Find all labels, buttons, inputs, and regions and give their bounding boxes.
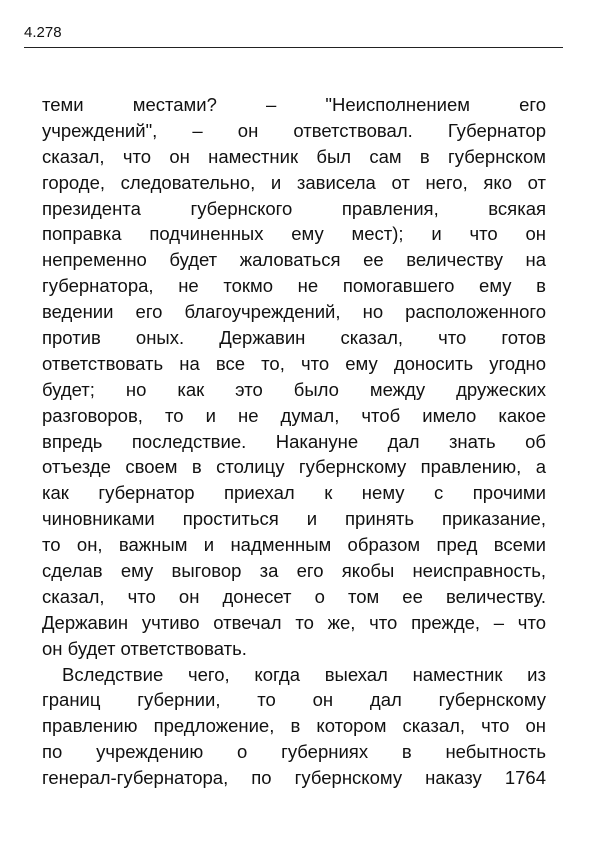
- text-line: городе, следовательно, и зависела от него, яко от: [42, 171, 546, 193]
- text-line: отъезде своем в столицу губернскому правлению, а: [42, 456, 546, 478]
- text-line: президента губернского правления, всякая: [42, 197, 546, 219]
- text-line: то он, важным и надменным образом пред всеми: [42, 534, 546, 556]
- text-line: генерал-губернатора, по губернскому наказу 1764: [42, 767, 546, 789]
- text-line: правлению предложение, в котором сказал, что он: [42, 715, 546, 737]
- header-rule: [24, 47, 563, 48]
- book-text: [42, 92, 546, 791]
- page-number: 4.278: [24, 24, 62, 41]
- text-line: поправка подчиненных ему мест); и что он: [42, 223, 546, 245]
- text-line: будет; но как это было между дружеских: [42, 378, 546, 400]
- text-line: сказал, что он донесет о том ее величеству.: [42, 585, 546, 607]
- text-line: впредь последствие. Накануне дал знать об: [42, 430, 546, 452]
- text-line: по учреждению о губерниях в небытность: [42, 741, 546, 763]
- text-line: сделав ему выговор за его якобы неисправность,: [42, 560, 546, 582]
- text-line: учреждений", – он ответствовал. Губернатор: [42, 119, 546, 141]
- text-line: разговоров, то и не думал, чтоб имело какое: [42, 404, 546, 426]
- text-line: ведении его благоучреждений, но расположенного: [42, 301, 546, 323]
- text-line: теми местами? – "Неисполнением его: [42, 94, 546, 115]
- text-line: чиновниками проститься и принять приказание,: [42, 508, 546, 530]
- text-line: против оных. Державин сказал, что готов: [42, 327, 546, 349]
- text-line: Державин учтиво отвечал то же, что прежде, – что: [42, 611, 546, 633]
- text-line: сказал, что он наместник был сам в губернском: [42, 145, 546, 167]
- text-line: непременно будет жаловаться ее величеству на: [42, 249, 546, 271]
- text-line: как губернатор приехал к нему с прочими: [42, 482, 546, 504]
- text-line: ответствовать на все то, что ему доносить угодно: [42, 352, 546, 374]
- text-line: границ губернии, то он дал губернскому: [42, 689, 546, 711]
- text-line: губернатора, не токмо не помогавшего ему в: [42, 275, 546, 297]
- paragraph-end-line: он будет ответствовать.: [42, 637, 247, 659]
- paragraph-start-line: Вследствие чего, когда выехал наместник из: [62, 663, 546, 685]
